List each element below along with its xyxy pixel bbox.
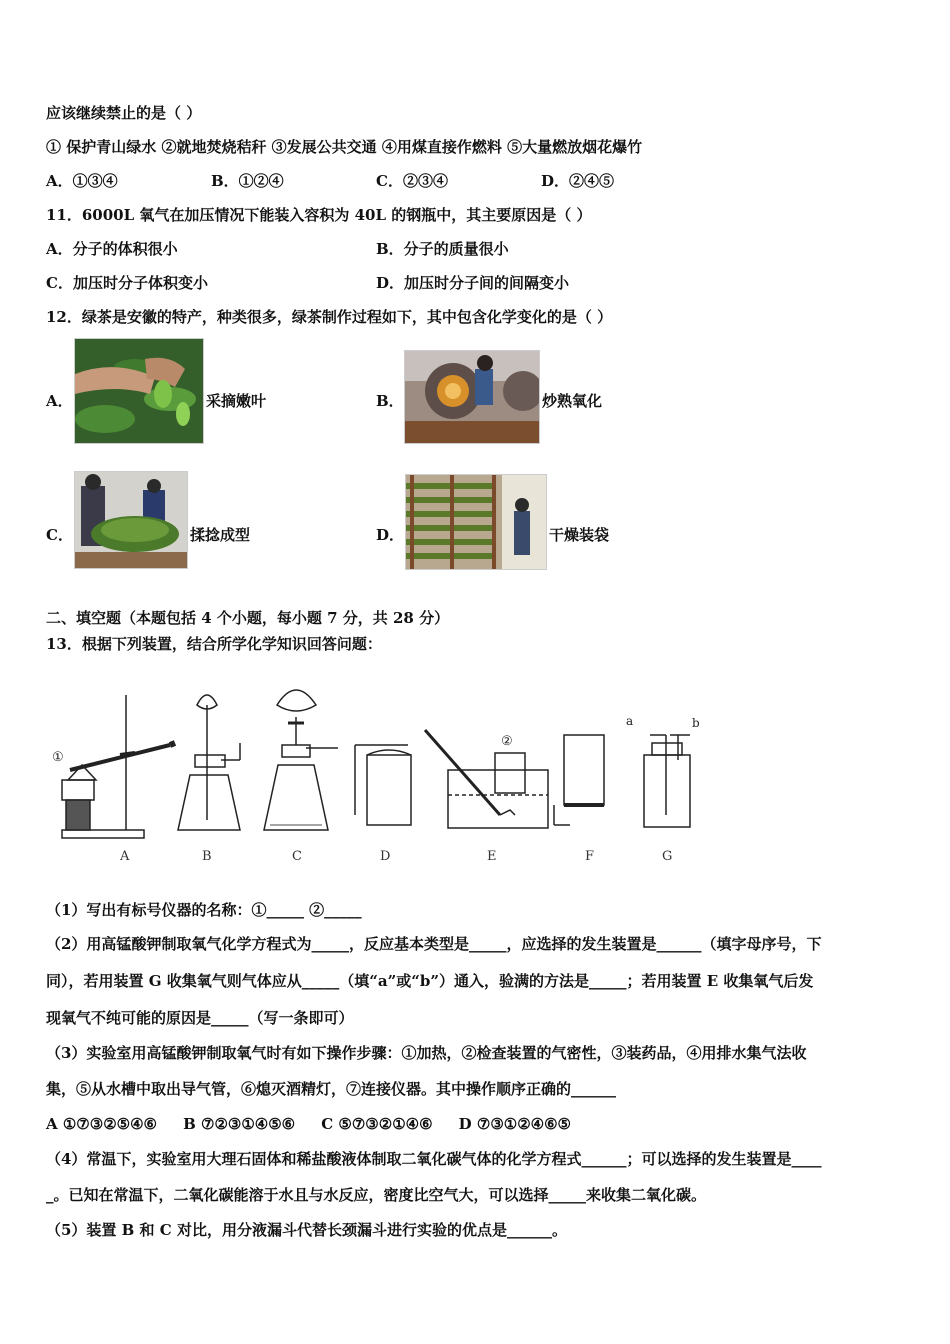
marker-2: ② — [501, 734, 513, 749]
q12-option-d-letter: D． — [376, 526, 405, 544]
q11-stem: 11．6000L 氧气在加压情况下能装入容积为 40L 的钢瓶中，其主要原因是（ ） — [46, 206, 592, 224]
q12-option-b-caption: 炒熟氧化 — [542, 392, 603, 410]
label-b: B — [202, 849, 212, 864]
q10-option-c: C．②③④ — [376, 172, 448, 190]
q12-photo-rolling — [74, 471, 188, 569]
port-a-label: a — [626, 714, 634, 728]
label-e: E — [487, 849, 497, 864]
q13-part5: （5）装置 B 和 C 对比，用分液漏斗代替长颈漏斗进行实验的优点是______。 — [46, 1221, 567, 1239]
q12-option-d-caption: 干燥装袋 — [549, 526, 610, 544]
tea-roasting-illustration — [405, 351, 539, 443]
q13-part4-line1: （4）常温下，实验室用大理石固体和稀盐酸液体制取二氧化碳气体的化学方程式______；可以选择的发生装置是____ — [46, 1150, 822, 1168]
q13-part3-line1: （3）实验室用高锰酸钾制取氧气时有如下操作步骤：①加热，②检查装置的气密性，③装药品，④用排水集气法收 — [46, 1044, 807, 1062]
tea-drying-illustration — [406, 475, 546, 569]
q13-part4-line2: _。已知在常温下，二氧化碳能溶于水且与水反应，密度比空气大，可以选择_____来收集二氧化碳。 — [46, 1186, 707, 1204]
q11-option-c: C．加压时分子体积变小 — [46, 274, 208, 292]
q12-option-a-caption: 采摘嫩叶 — [206, 392, 267, 410]
q13-part1: （1）写出有标号仪器的名称：①_____ ②_____ — [46, 901, 362, 919]
q11-option-a: A．分子的体积很小 — [46, 240, 178, 258]
q11-option-d: D．加压时分子间的间隔变小 — [376, 274, 570, 292]
port-b-label: b — [692, 716, 700, 730]
q10-option-b: B．①②④ — [211, 172, 284, 190]
label-f: F — [585, 849, 595, 864]
q12-option-c-letter: C． — [46, 526, 73, 544]
q11-option-b: B．分子的质量很小 — [376, 240, 509, 258]
tea-rolling-illustration — [75, 472, 187, 568]
marker-1: ① — [52, 750, 64, 765]
q12-photo-roasting — [404, 350, 540, 444]
apparatus-a-test-tube — [70, 745, 170, 770]
q10-stem-tail: 应该继续禁止的是（ ） — [46, 104, 202, 122]
q13-part3-options: A ①⑦③②⑤④⑥ B ⑦②③①④⑤⑥ C ⑤⑦③②①④⑥ D ⑦③①②④⑥⑤ — [46, 1115, 572, 1133]
label-c: C — [292, 849, 302, 864]
q13-part3-line2: 集，⑤从水槽中取出导气管，⑥熄灭酒精灯，⑦连接仪器。其中操作顺序正确的______ — [46, 1080, 617, 1098]
apparatus-a-base — [62, 830, 144, 838]
q12-option-c-caption: 揉捻成型 — [190, 526, 251, 544]
q10-option-d: D．②④⑤ — [541, 172, 615, 190]
q13-stem: 13．根据下列装置，结合所学化学知识回答问题： — [46, 635, 382, 653]
q13-part2-line1: （2）用高锰酸钾制取氧气化学方程式为_____，反应基本类型是_____，应选择的发生装置是______（填字母序号，下 — [46, 935, 822, 953]
q12-photo-drying — [405, 474, 547, 570]
label-a: A — [120, 849, 130, 864]
q10-items: ① 保护青山绿水 ②就地焚烧秸秆 ③发展公共交通 ④用煤直接作燃料 ⑤大量燃放烟花爆竹 — [46, 138, 643, 156]
q10-option-a: A．①③④ — [46, 172, 118, 190]
section2-heading: 二、填空题（本题包括 4 个小题，每小题 7 分，共 28 分） — [46, 609, 450, 627]
label-g: G — [662, 849, 673, 864]
label-d: D — [380, 849, 391, 864]
q13-part2-line2: 同），若用装置 G 收集氧气则气体应从_____（填“a”或“b”）通入，验满的方法是_____；若用装置 E 收集氧气后发 — [46, 972, 814, 990]
q12-option-b-letter: B． — [376, 392, 404, 410]
q12-option-a-letter: A． — [46, 392, 73, 410]
q13-part2-line3: 现氧气不纯可能的原因是_____（写一条即可） — [46, 1009, 354, 1027]
q12-photo-picking-leaves — [74, 338, 204, 444]
lab-apparatus-diagram — [40, 665, 740, 865]
q12-stem: 12．绿茶是安徽的特产，种类很多，绿茶制作过程如下，其中包含化学变化的是（ ） — [46, 308, 613, 326]
tea-picking-illustration — [75, 339, 203, 443]
